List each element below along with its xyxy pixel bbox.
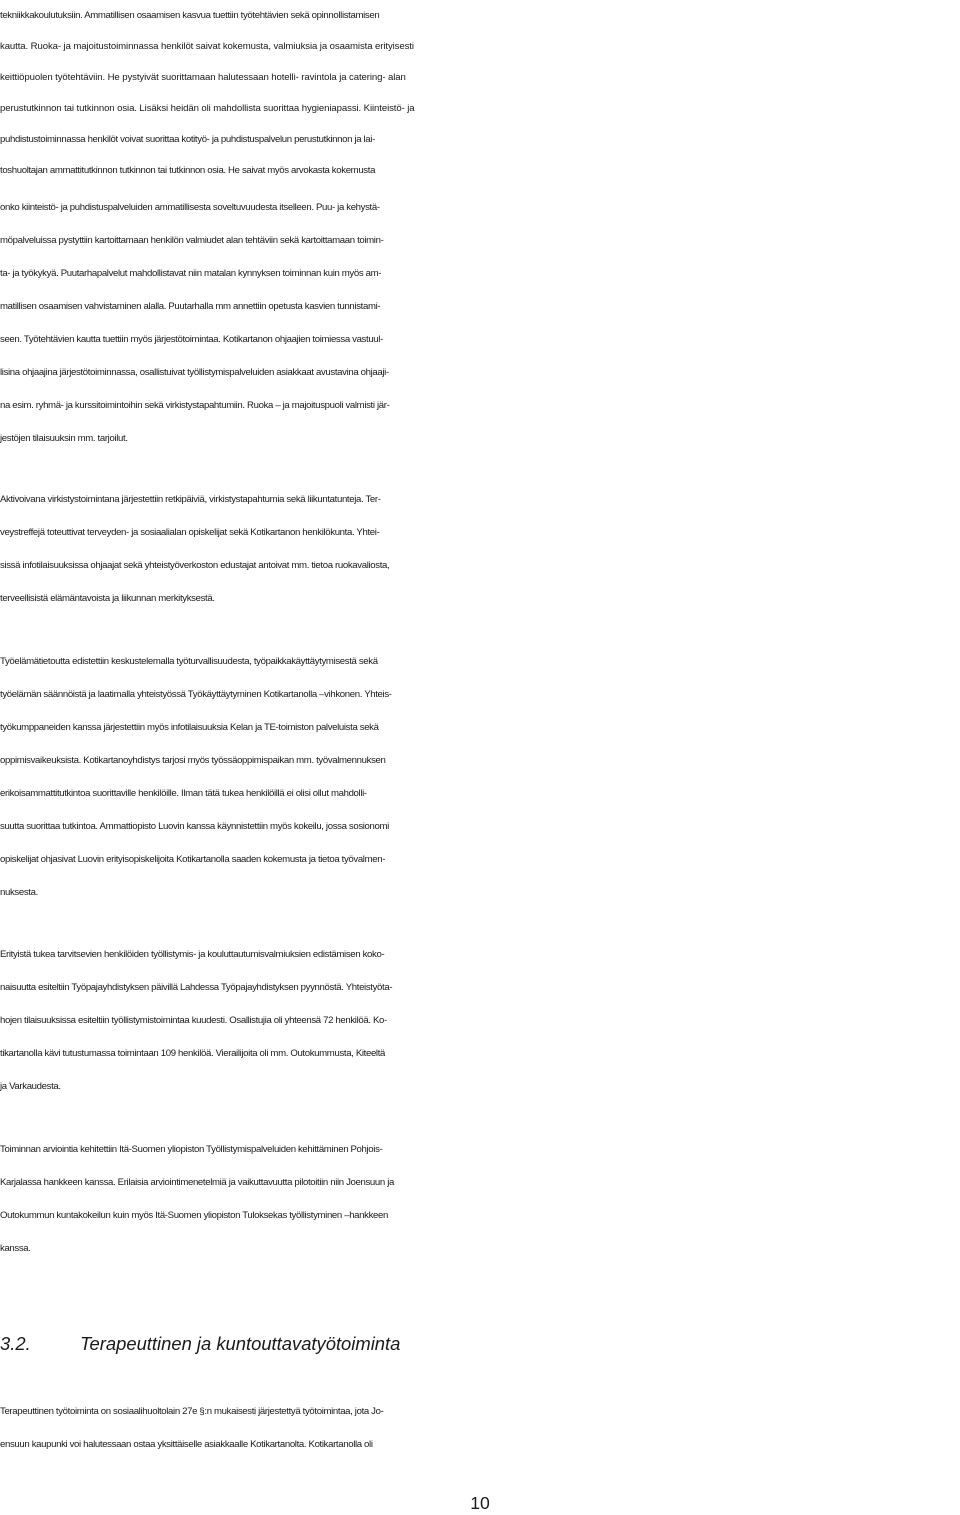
text-line: hojen tilaisuuksissa esiteltiin työllistymistoimintaa kuudesti. Osallistujia oli yhteensä 72 henkilöä. Ko- [0, 1015, 387, 1026]
text-line: kautta. Ruoka- ja majoitustoiminnassa henkilöt saivat kokemusta, valmiuksia ja osaamista erityisesti [0, 41, 414, 52]
text-line: lisina ohjaajina järjestötoiminnassa, osallistuivat työllistymispalveluiden asiakkaat avustavina ohjaaji- [0, 367, 389, 378]
text-line: veystreffejä toteuttivat terveyden- ja sosiaalialan opiskelijat sekä Kotikartanon henkilökunta. Yhtei- [0, 527, 380, 538]
text-line: työkumppaneiden kanssa järjestettiin myös infotilaisuuksia Kelan ja TE-toimiston palveluista sekä [0, 722, 379, 733]
text-line: terveellisistä elämäntavoista ja liikunnan merkityksestä. [0, 593, 215, 604]
section-number: 3.2. [0, 1333, 31, 1354]
text-line: Karjalassa hankkeen kanssa. Erilaisia arviointimenetelmiä ja vaikuttavuutta pilotoitiin niin Joensuun ja [0, 1177, 394, 1188]
text-line: työelämän säännöistä ja laatimalla yhteistyössä Työkäyttäytyminen Kotikartanolla –vihkonen. Yhteis- [0, 689, 392, 700]
text-line: keittiöpuolen työtehtäviin. He pystyivät suorittamaan halutessaan hotelli- ravintola ja catering- alan [0, 72, 406, 83]
section-title: Terapeuttinen ja kuntouttavatyötoiminta [80, 1333, 401, 1354]
text-line: toshuoltajan ammattitutkinnon tutkinnon tai tutkinnon osia. He saivat myös arvokasta kokemusta [0, 165, 376, 176]
text-line: naisuutta esiteltiin Työpajayhdistyksen päivillä Lahdessa Työpajayhdistyksen pyynnöstä. Yhteistyöta- [0, 982, 393, 993]
text-line: Terapeuttinen työtoiminta on sosiaalihuoltolain 27e §:n mukaisesti järjestettyä työtoimintaa, jota Jo- [0, 1406, 384, 1417]
text-line: opiskelijat ohjasivat Luovin erityisopiskelijoita Kotikartanolla saaden kokemusta ja tietoa työvalmen- [0, 854, 386, 865]
text-line: Erityistä tukea tarvitsevien henkilöiden työllistymis- ja kouluttautumisvalmiuksien edistämisen koko- [0, 949, 385, 960]
text-line: sissä infotilaisuuksissa ohjaajat sekä yhteistyöverkoston edustajat antoivat mm. tietoa ruokavaliosta, [0, 560, 390, 571]
text-line: onko kiinteistö- ja puhdistuspalveluiden ammatillisesta soveltuvuudesta itselleen. Puu- ja kehystä- [0, 202, 380, 213]
text-line: Outokummun kuntakokeilun kuin myös Itä-Suomen yliopiston Tuloksekas työllistyminen –hankkeen [0, 1210, 389, 1221]
text-line: ja Varkaudesta. [0, 1081, 61, 1092]
text-line: jestöjen tilaisuuksin mm. tarjoilut. [0, 433, 128, 444]
text-line: seen. Työtehtävien kautta tuettiin myös järjestötoimintaa. Kotikartanon ohjaajien toimiessa vastuul- [0, 334, 383, 345]
text-line: Työelämätietoutta edistettiin keskustelemalla työturvallisuudesta, työpaikkakäyttäytymisestä sekä [0, 656, 378, 667]
text-line: ta- ja työkykyä. Puutarhapalvelut mahdollistavat niin matalan kynnyksen toiminnan kuin myös am- [0, 268, 382, 279]
text-line: tikartanolla kävi tutustumassa toimintaan 109 henkilöä. Vierailijoita oli mm. Outokummusta, Kiteeltä [0, 1048, 386, 1059]
text-line: perustutkinnon tai tutkinnon osia. Lisäksi heidän oli mahdollista suorittaa hygieniapassi. Kiinteistö- ja [0, 103, 415, 114]
text-line: oppimisvaikeuksista. Kotikartanoyhdistys tarjosi myös työssäoppimispaikan mm. työvalmennuksen [0, 755, 386, 766]
text-line: Aktivoivana virkistystoimintana järjestettiin retkipäiviä, virkistystapahtumia sekä liikuntatunteja. Ter- [0, 494, 381, 505]
text-line: kanssa. [0, 1243, 31, 1254]
text-line: suutta suorittaa tutkintoa. Ammattiopisto Luovin kanssa käynnistettiin myös kokeilu, jossa sosionomi [0, 821, 389, 832]
text-line: erikoisammattitutkintoa suorittaville henkilöille. Ilman tätä tukea henkilöillä ei olisi ollut mahdolli- [0, 788, 367, 799]
text-line: nuksesta. [0, 887, 38, 898]
page-number: 10 [470, 1493, 490, 1513]
text-line: matillisen osaamisen vahvistaminen alalla. Puutarhalla mm annettiin opetusta kasvien tunnistami- [0, 301, 381, 312]
text-line: tekniikkakoulutuksiin. Ammatillisen osaamisen kasvua tuettiin työtehtävien sekä opinnollistamisen [0, 10, 380, 21]
text-line: puhdistustoiminnassa henkilöt voivat suorittaa kotityö- ja puhdistuspalvelun perustutkinnon ja lai- [0, 134, 375, 145]
text-line: na esim. ryhmä- ja kurssitoimintoihin sekä virkistystapahtumiin. Ruoka – ja majoituspuoli valmisti jär- [0, 400, 390, 411]
text-line: ensuun kaupunki voi halutessaan ostaa yksittäiselle asiakkaalle Kotikartanolta. Kotikartanolla oli [0, 1439, 373, 1450]
text-line: möpalveluissa pystyttiin kartoittamaan henkilön valmiudet alan tehtäviin sekä kartoittamaan toimin- [0, 235, 384, 246]
text-line: Toiminnan arviointia kehitettiin Itä-Suomen yliopiston Työllistymispalveluiden kehittäminen Pohjois- [0, 1144, 383, 1155]
